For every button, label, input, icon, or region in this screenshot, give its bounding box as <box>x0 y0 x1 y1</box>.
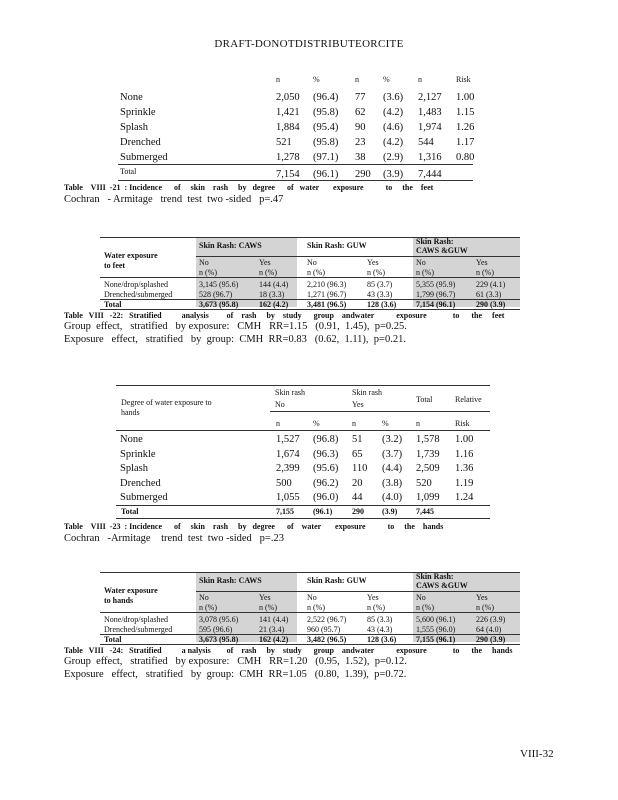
cell-pct: (95.8) <box>313 137 339 148</box>
column-subheader: n (%) <box>259 603 277 612</box>
table-note: Exposure effect, stratified by group: CMH RR=0.83 (0.62, 1.11), p=0.21. <box>64 334 406 345</box>
cell-n: 1,739 <box>416 448 440 460</box>
group-header: Skin rash <box>275 388 305 397</box>
cell-n: 1,316 <box>418 152 442 163</box>
table-cell: 2,522 (96.7) <box>307 615 347 624</box>
table-rule <box>116 518 490 519</box>
table-cell: 7,155 (96.1) <box>416 635 456 644</box>
row-label: Submerged <box>120 492 168 504</box>
table-cell: 3,078 (95.6) <box>199 615 239 624</box>
group-header: CAWS &GUW <box>416 246 468 255</box>
cell-risk: 1.19 <box>455 477 474 489</box>
cell-pct: (96.1) <box>313 169 339 180</box>
table-cell: 162 (4.2) <box>259 635 289 644</box>
table-note: Group effect, stratified by exposure: CMH RR=1.15 (0.91, 1.45), p=0.25. <box>64 321 407 332</box>
column-header: % <box>383 75 390 84</box>
table-caption: Table VIII -22: Stratified analysis of rash by study group andwater exposure to the feet <box>64 311 505 320</box>
cell-n: 2,127 <box>418 92 442 103</box>
cell-n: 1,527 <box>276 434 300 445</box>
cell-n: 1,674 <box>276 448 300 460</box>
page-number: VIII-32 <box>520 748 554 760</box>
group-header: Relative <box>455 395 482 404</box>
column-subheader: n (%) <box>367 603 385 612</box>
column-subheader: n (%) <box>259 268 277 277</box>
cell-pct: (95.4) <box>313 122 339 133</box>
cell-pct: (3.9) <box>382 507 398 516</box>
table-caption: Table VIII -23 : Incidence of skin rash by degree of water exposure to the hands <box>64 522 444 531</box>
column-subheader: n (%) <box>199 268 217 277</box>
group-header: Skin Rash: <box>416 237 454 246</box>
table-note: Group effect, stratified by exposure: CMH RR=1.20 (0.95, 1.52), p=0.12. <box>64 656 407 667</box>
cell-n: 1,578 <box>416 434 440 445</box>
table-rule <box>100 612 520 613</box>
cell-risk: 1.00 <box>455 434 474 445</box>
cell-pct: (3.9) <box>383 169 404 180</box>
column-subheader: n (%) <box>199 603 217 612</box>
table-cell: 226 (3.9) <box>476 615 506 624</box>
cell-n: 62 <box>355 107 366 118</box>
column-header-yes: Yes <box>259 258 271 267</box>
cell-pct: (96.3) <box>313 448 339 460</box>
cell-n: 65 <box>352 448 363 460</box>
row-header: Water exposure <box>104 586 158 595</box>
table-cell: 7,154 (96.1) <box>416 300 456 309</box>
column-header: n <box>352 419 356 428</box>
table-cell: 85 (3.3) <box>367 615 393 624</box>
table-cell: 5,600 (96.1) <box>416 615 456 624</box>
table-cell: 229 (4.1) <box>476 280 506 289</box>
group-header: Skin Rash: GUW <box>307 241 367 250</box>
cell-n: 2,050 <box>276 92 300 103</box>
table-cell: 3,145 (95.6) <box>199 280 239 289</box>
cell-n: 7,445 <box>416 507 434 516</box>
table-cell: 3,673 (95.8) <box>199 635 239 644</box>
cell-n: 290 <box>352 507 364 516</box>
column-header: n <box>355 75 359 84</box>
column-header: % <box>313 75 320 84</box>
table-rule <box>118 164 473 165</box>
cell-risk: 1.16 <box>455 448 474 460</box>
cell-pct: (95.8) <box>313 107 339 118</box>
column-header-yes: Yes <box>367 258 379 267</box>
column-subheader: n (%) <box>476 268 494 277</box>
table-rule <box>116 430 490 431</box>
cell-n: 1,055 <box>276 492 300 504</box>
cell-risk: 1.36 <box>455 463 474 475</box>
cell-n: 2,399 <box>276 463 300 475</box>
column-header-yes: Yes <box>259 593 271 602</box>
column-header-yes: Yes <box>476 258 488 267</box>
cell-pct: (3.8) <box>382 477 403 489</box>
row-header: to hands <box>104 596 134 605</box>
table-cell: 1,271 (96.7) <box>307 290 347 299</box>
row-label: Drenched <box>120 477 161 489</box>
group-header: No <box>275 400 285 409</box>
cell-risk: 1.15 <box>456 107 475 118</box>
table-rule <box>270 411 490 412</box>
column-header-no: No <box>199 258 209 267</box>
cell-pct: (4.2) <box>383 137 404 148</box>
total-label: Total <box>121 507 139 516</box>
cell-n: 44 <box>352 492 363 504</box>
cell-n: 500 <box>276 477 292 489</box>
cell-n: 1,483 <box>418 107 442 118</box>
table-cell: 290 (3.9) <box>476 300 506 309</box>
cell-risk: 0.80 <box>456 152 475 163</box>
row-label: None/drop/splashed <box>104 615 168 624</box>
table-rule <box>196 591 520 592</box>
cell-n: 1,278 <box>276 152 300 163</box>
cell-n: 77 <box>355 92 366 103</box>
row-header: Degree of water exposure to <box>121 398 212 407</box>
table-rule <box>100 572 520 573</box>
table-caption: Table VIII -21 : Incidence of skin rash by degree of water exposure to the feet <box>64 183 434 192</box>
column-header-no: No <box>307 258 317 267</box>
cell-n: 7,155 <box>276 507 294 516</box>
cell-pct: (96.0) <box>313 492 339 504</box>
column-subheader: n (%) <box>416 268 434 277</box>
column-header: n <box>418 75 422 84</box>
table-rule <box>100 644 520 645</box>
table-cell: 595 (96.6) <box>199 625 233 634</box>
cell-n: 7,444 <box>418 169 442 180</box>
group-header: CAWS &GUW <box>416 581 468 590</box>
column-subheader: n (%) <box>476 603 494 612</box>
table-rule <box>100 237 520 238</box>
table-rule <box>118 180 473 181</box>
cell-pct: (4.0) <box>382 492 403 504</box>
table-cell: 21 (3.4) <box>259 625 285 634</box>
cell-n: 90 <box>355 122 366 133</box>
row-label: Drenched <box>120 137 161 148</box>
column-header: Risk <box>456 75 471 84</box>
total-label: Total <box>104 300 122 309</box>
group-header: Skin Rash: GUW <box>307 576 367 585</box>
table-caption: Table VIII -24: Stratified a nalysis of rash by study group andwater exposure to the hands <box>64 646 513 655</box>
cell-n: 521 <box>276 137 292 148</box>
cell-n: 2,509 <box>416 463 440 475</box>
cell-n: 7,154 <box>276 169 300 180</box>
cell-pct: (2.9) <box>383 152 404 163</box>
row-header: Water exposure <box>104 251 158 260</box>
cell-n: 110 <box>352 463 368 475</box>
cell-risk: 1.17 <box>456 137 475 148</box>
table-cell: 64 (4.0) <box>476 625 502 634</box>
cell-n: 1,884 <box>276 122 300 133</box>
column-subheader: n (%) <box>307 603 325 612</box>
cell-pct: (4.4) <box>382 463 403 475</box>
table-cell: 1,799 (96.7) <box>416 290 456 299</box>
cell-n: 1,099 <box>416 492 440 504</box>
group-header: Total <box>416 395 433 404</box>
cell-pct: (96.1) <box>313 507 333 516</box>
cell-pct: (96.2) <box>313 477 339 489</box>
cell-n: 290 <box>355 169 371 180</box>
table-cell: 61 (3.3) <box>476 290 502 299</box>
column-header-no: No <box>199 593 209 602</box>
cell-risk: 1.00 <box>456 92 475 103</box>
table-cell: 960 (95.7) <box>307 625 341 634</box>
table-cell: 1,555 (96.0) <box>416 625 456 634</box>
cell-n: 520 <box>416 477 432 489</box>
row-label: Sprinkle <box>120 448 156 460</box>
group-header: Skin Rash: CAWS <box>199 576 262 585</box>
cell-n: 51 <box>352 434 363 445</box>
table-note: Cochran - Armitage trend test two -sided p=.47 <box>64 194 284 205</box>
table-note: Cochran -Armitage trend test two -sided p=.23 <box>64 533 284 544</box>
column-header: % <box>313 419 320 428</box>
row-header: hands <box>121 408 140 417</box>
cell-pct: (95.6) <box>313 463 339 475</box>
column-header-no: No <box>307 593 317 602</box>
cell-n: 23 <box>355 137 366 148</box>
row-header: to feet <box>104 261 126 270</box>
table-cell: 144 (4.4) <box>259 280 289 289</box>
row-label: Drenched/submerged <box>104 625 173 634</box>
group-header: Skin rash <box>352 388 382 397</box>
table-rule <box>116 385 490 386</box>
column-header: n <box>416 419 420 428</box>
table-cell: 2,210 (96.3) <box>307 280 347 289</box>
table-cell: 85 (3.7) <box>367 280 393 289</box>
row-label: Splash <box>120 122 149 133</box>
column-header-yes: Yes <box>476 593 488 602</box>
group-header: Yes <box>352 400 364 409</box>
cell-pct: (3.2) <box>382 434 403 445</box>
table-cell: 128 (3.6) <box>367 300 397 309</box>
table-cell: 3,482 (96.5) <box>307 635 347 644</box>
table-cell: 43 (3.3) <box>367 290 393 299</box>
row-label: Splash <box>120 463 149 475</box>
table-cell: 5,355 (95.9) <box>416 280 456 289</box>
cell-pct: (3.6) <box>383 92 404 103</box>
table-rule <box>100 277 520 278</box>
table-rule <box>116 505 490 506</box>
column-header: n <box>276 75 280 84</box>
cell-risk: 1.26 <box>456 122 475 133</box>
table-cell: 43 (4.3) <box>367 625 393 634</box>
column-header-no: No <box>416 593 426 602</box>
cell-pct: (4.6) <box>383 122 404 133</box>
row-label: Sprinkle <box>120 107 156 118</box>
table-cell: 18 (3.3) <box>259 290 285 299</box>
table-rule <box>100 309 520 310</box>
row-label: None <box>120 92 143 103</box>
total-label: Total <box>120 167 137 176</box>
cell-n: 1,421 <box>276 107 300 118</box>
row-label: Submerged <box>120 152 168 163</box>
column-subheader: n (%) <box>307 268 325 277</box>
cell-n: 544 <box>418 137 434 148</box>
cell-n: 20 <box>352 477 363 489</box>
cell-pct: (4.2) <box>383 107 404 118</box>
column-header-no: No <box>416 258 426 267</box>
cell-pct: (96.4) <box>313 92 339 103</box>
column-header: Risk <box>455 419 470 428</box>
table-note: Exposure effect, stratified by group: CMH RR=1.05 (0.80, 1.39), p=0.72. <box>64 669 407 680</box>
cell-n: 38 <box>355 152 366 163</box>
cell-risk: 1.24 <box>455 492 474 504</box>
group-header: Skin Rash: CAWS <box>199 241 262 250</box>
table-cell: 3,481 (96.5) <box>307 300 347 309</box>
row-label: None <box>120 434 143 445</box>
table-rule <box>196 256 520 257</box>
cell-pct: (3.7) <box>382 448 403 460</box>
table-cell: 528 (96.7) <box>199 290 233 299</box>
table-cell: 290 (3.9) <box>476 635 506 644</box>
table-cell: 3,673 (95.8) <box>199 300 239 309</box>
row-label: None/drop/splashed <box>104 280 168 289</box>
page-header: DRAFT-DONOTDISTRIBUTEORCITE <box>214 38 404 50</box>
total-label: Total <box>104 635 122 644</box>
cell-pct: (97.1) <box>313 152 339 163</box>
table-cell: 128 (3.6) <box>367 635 397 644</box>
table-cell: 141 (4.4) <box>259 615 289 624</box>
group-header: Skin Rash: <box>416 572 454 581</box>
column-header-yes: Yes <box>367 593 379 602</box>
column-header: n <box>276 419 280 428</box>
cell-n: 1,974 <box>418 122 442 133</box>
cell-pct: (96.8) <box>313 434 339 445</box>
row-label: Drenched/submerged <box>104 290 173 299</box>
column-subheader: n (%) <box>416 603 434 612</box>
column-subheader: n (%) <box>367 268 385 277</box>
column-header: % <box>382 419 389 428</box>
table-cell: 162 (4.2) <box>259 300 289 309</box>
